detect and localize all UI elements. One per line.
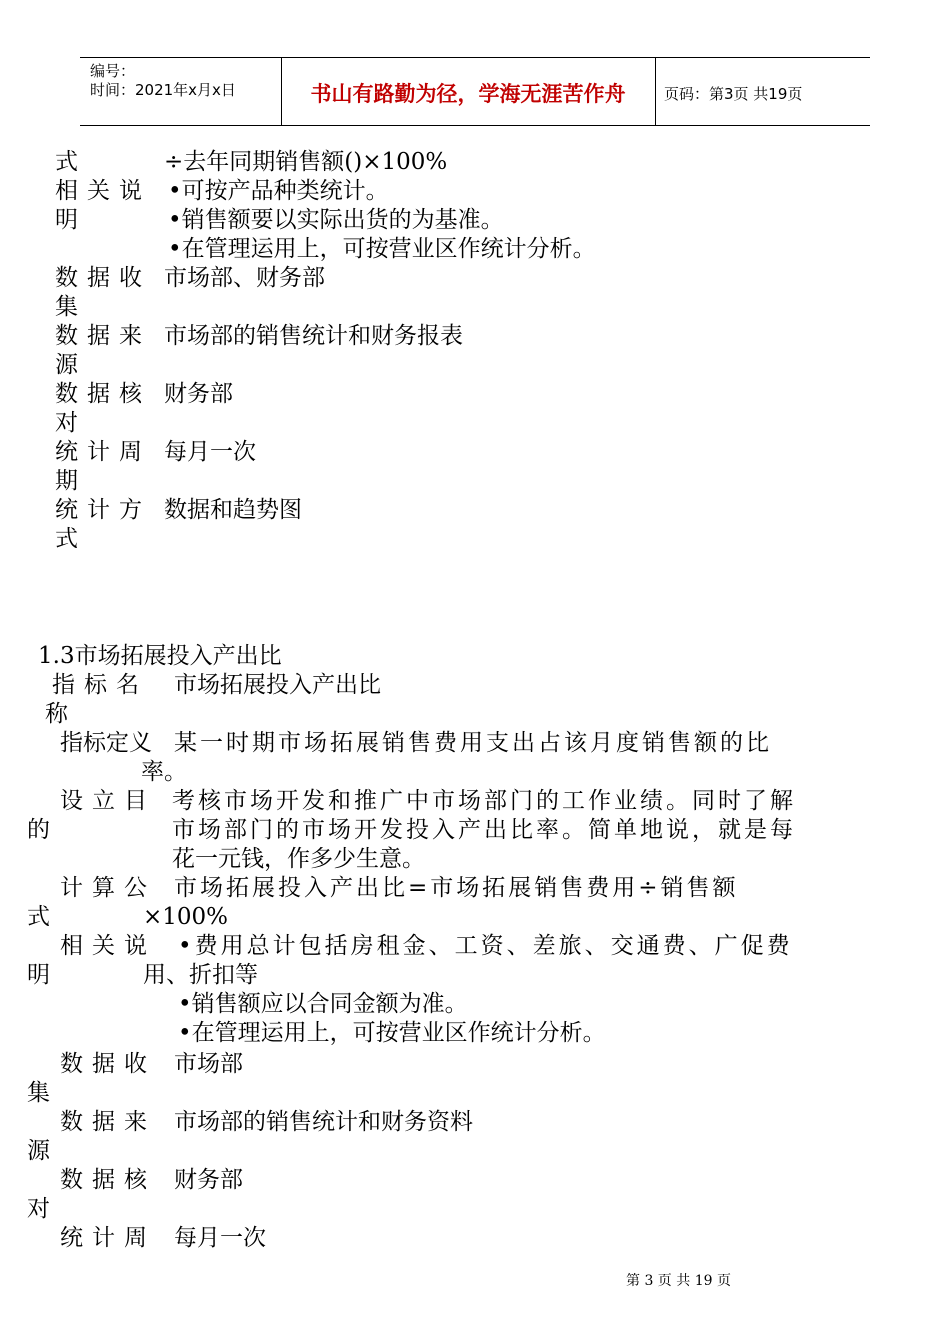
source-label: 数据来 [55,323,151,349]
header-motto: 书山有路勤为径，学海无涯苦作舟 [310,82,626,106]
note-item: •费用总计包括房租金、工资、差旅、交通费、广促费 [178,933,793,959]
notes-label: 相关说 [60,933,156,959]
collect-label: 数据收 [55,265,151,291]
indicator-name-label-cont: 称 [45,701,68,727]
header-bottom-rule [80,125,870,126]
collect-value: 市场部 [174,1051,243,1077]
method-label: 统计方 [55,497,151,523]
source-label-cont: 源 [55,352,78,378]
formula-label-cont: 式 [27,904,50,930]
header-page-info: 页码：第3页 共19页 [664,85,803,103]
definition-line: 某一时期市场拓展销售费用支出占该月度销售额的比 [174,730,772,756]
purpose-label-cont: 的 [27,817,50,843]
note-item: •销售额要以实际出货的为基准。 [168,207,504,233]
period-value: 每月一次 [164,439,256,465]
collect-label-cont: 集 [27,1080,50,1106]
page-footer: 第 3 页 共 19 页 [626,1273,731,1289]
formula-label: 计算公 [60,875,156,901]
period-value: 每月一次 [174,1225,266,1251]
verify-value: 财务部 [174,1167,243,1193]
indicator-name-value: 市场拓展投入产出比 [174,672,381,698]
source-value: 市场部的销售统计和财务报表 [164,323,463,349]
source-label-cont: 源 [27,1138,50,1164]
notes-label-cont: 明 [55,207,78,233]
note-item: •销售额应以合同金额为准。 [178,991,468,1017]
verify-label: 数据核 [60,1167,156,1193]
purpose-label: 设立目 [60,788,156,814]
collect-label-cont: 集 [55,294,78,320]
period-label: 统计周 [60,1225,156,1251]
source-label: 数据来 [60,1109,156,1135]
verify-label: 数据核 [55,381,151,407]
notes-label: 相关说 [55,178,151,204]
header-number-label: 编号： [90,62,136,80]
section-heading: 1.3市场拓展投入产出比 [38,643,282,669]
period-label-cont: 期 [55,468,78,494]
note-item: •在管理运用上，可按营业区作统计分析。 [168,236,596,262]
purpose-line: 市场部门的市场开发投入产出比率。简单地说，就是每 [172,817,796,843]
method-value: 数据和趋势图 [164,497,302,523]
source-value: 市场部的销售统计和财务资料 [174,1109,473,1135]
verify-label-cont: 对 [27,1196,50,1222]
notes-label-cont: 明 [27,962,50,988]
definition-label: 指标定义 [60,730,152,756]
collect-label: 数据收 [60,1051,156,1077]
period-label: 统计周 [55,439,151,465]
formula-value: ÷去年同期销售额()×100% [164,149,448,175]
header-top-rule [80,57,870,58]
header-divider-right [655,57,656,125]
note-item: •可按产品种类统计。 [168,178,389,204]
header-time-label: 时间：2021年x月x日 [90,81,236,99]
verify-label-cont: 对 [55,410,78,436]
note-item-cont: 用、折扣等 [143,962,258,988]
indicator-name-label: 指标名 [52,672,148,698]
purpose-line: 花一元钱，作多少生意。 [172,846,425,872]
verify-value: 财务部 [164,381,233,407]
definition-line: 率。 [141,759,187,785]
note-item: •在管理运用上，可按营业区作统计分析。 [178,1020,606,1046]
formula-label-tail: 式 [55,149,78,175]
formula-line: 市场拓展投入产出比=市场拓展销售费用÷销售额 [174,875,739,901]
method-label-cont: 式 [55,526,78,552]
collect-value: 市场部、财务部 [164,265,325,291]
purpose-line: 考核市场开发和推广中市场部门的工作业绩。同时了解 [172,788,796,814]
formula-line: ×100% [143,904,229,930]
